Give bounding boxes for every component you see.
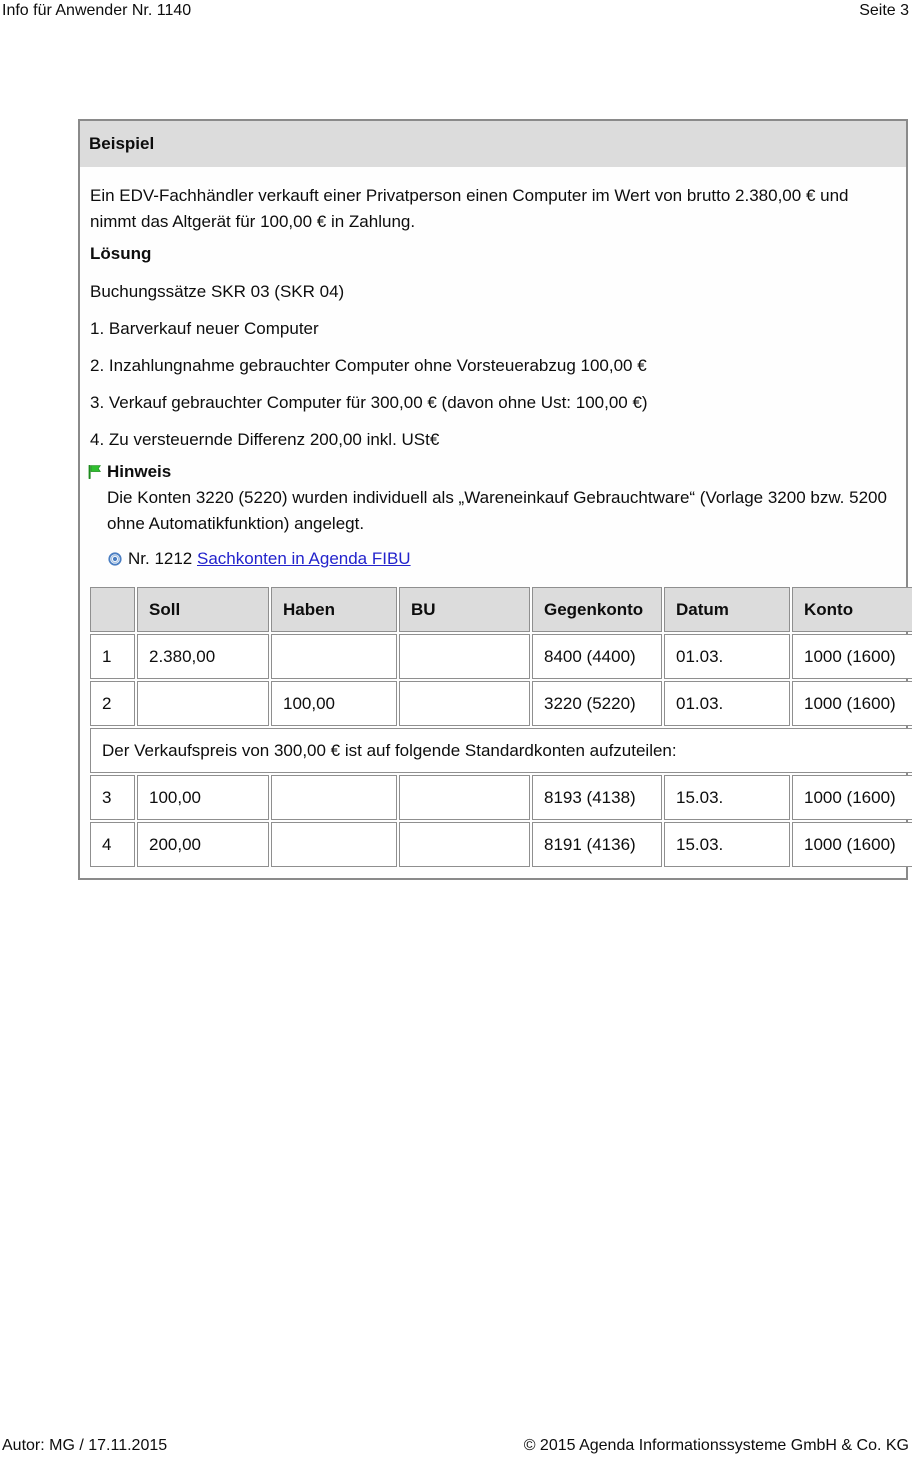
footer-author: Autor: MG / 17.11.2015 [2,1437,168,1454]
table-header-rownum [90,587,135,632]
table-row [90,681,912,726]
intro-paragraph: Ein EDV-Fachhändler verkauft einer Privatperson einen Computer im Wert von brutto 2.380,00 € und nimmt das Altgerät für 100,00 € in Zahlung. [90,186,849,231]
table-cell-soll [137,681,269,726]
table-cell-gegenkonto: 8191 (4136) [532,822,662,867]
table-cell-haben [271,634,397,679]
example-box-body [80,183,906,878]
table-note-text: Der Verkaufspreis von 300,00 € ist auf folgende Standardkonten aufzuteilen: [90,728,912,773]
table-header-haben: Haben [271,587,397,632]
table-cell-soll: 200,00 [137,822,269,867]
hinweis-heading [87,459,894,485]
table-cell-bu [399,775,530,820]
reference-number: Nr. 1212 [128,549,197,568]
step-2: 2. Inzahlungnahme gebrauchter Computer ohne Vorsteuerabzug 100,00 € [90,356,647,375]
footer-copyright: © 2015 Agenda Informationssysteme GmbH & Co. KG [523,1437,909,1454]
table-cell-konto: 1000 (1600) [792,634,912,679]
table-cell-gegenkonto: 8400 (4400) [532,634,662,679]
table-cell-konto: 1000 (1600) [792,775,912,820]
table-header-konto: Konto [792,587,912,632]
hinweis-note [90,459,894,537]
page-header [2,1,909,21]
table-note-row [90,728,912,773]
table-cell-bu [399,634,530,679]
step-4: 4. Zu versteuernde Differenz 200,00 inkl. USt€ [90,430,440,449]
table-cell-rownum: 2 [90,681,135,726]
table-row [90,775,912,820]
table-header-gegenkonto: Gegenkonto [532,587,662,632]
table-cell-bu [399,681,530,726]
table-cell-haben [271,822,397,867]
table-cell-gegenkonto: 8193 (4138) [532,775,662,820]
page-number: Seite 3 [859,2,909,19]
table-cell-soll: 2.380,00 [137,634,269,679]
fibu-link[interactable]: Sachkonten in Agenda FIBU [197,549,411,568]
target-bullet-icon [108,552,122,566]
reference-line [108,546,894,572]
flag-icon [87,464,102,480]
table-header-soll: Soll [137,587,269,632]
booking-table [88,585,912,869]
table-cell-rownum: 4 [90,822,135,867]
hinweis-title: Hinweis [107,462,172,481]
example-box [78,119,908,880]
step-3: 3. Verkauf gebrauchter Computer für 300,00 € (davon ohne Ust: 100,00 €) [90,393,648,412]
table-header-bu: BU [399,587,530,632]
solution-heading: Lösung [90,244,152,263]
booking-records-subtitle: Buchungssätze SKR 03 (SKR 04) [90,282,345,301]
example-box-title: Beispiel [80,121,906,167]
table-cell-konto: 1000 (1600) [792,822,912,867]
table-cell-haben: 100,00 [271,681,397,726]
table-cell-datum: 01.03. [664,681,790,726]
table-cell-haben [271,775,397,820]
page-footer [2,1436,909,1456]
table-row [90,822,912,867]
hinweis-text: Die Konten 3220 (5220) wurden individuell als „Wareneinkauf Gebrauchtware“ (Vorlage 3200 bzw. 5200 ohne Automatikfunktion) angelegt. [107,488,887,533]
table-cell-datum: 15.03. [664,775,790,820]
table-cell-rownum: 3 [90,775,135,820]
reference-text [128,546,411,572]
table-cell-rownum: 1 [90,634,135,679]
step-1: 1. Barverkauf neuer Computer [90,319,319,338]
table-header-datum: Datum [664,587,790,632]
doc-title: Info für Anwender Nr. 1140 [2,2,192,19]
table-cell-datum: 15.03. [664,822,790,867]
table-row [90,634,912,679]
table-cell-gegenkonto: 3220 (5220) [532,681,662,726]
table-cell-datum: 01.03. [664,634,790,679]
table-cell-konto: 1000 (1600) [792,681,912,726]
table-header-row [90,587,912,632]
table-cell-soll: 100,00 [137,775,269,820]
table-cell-bu [399,822,530,867]
